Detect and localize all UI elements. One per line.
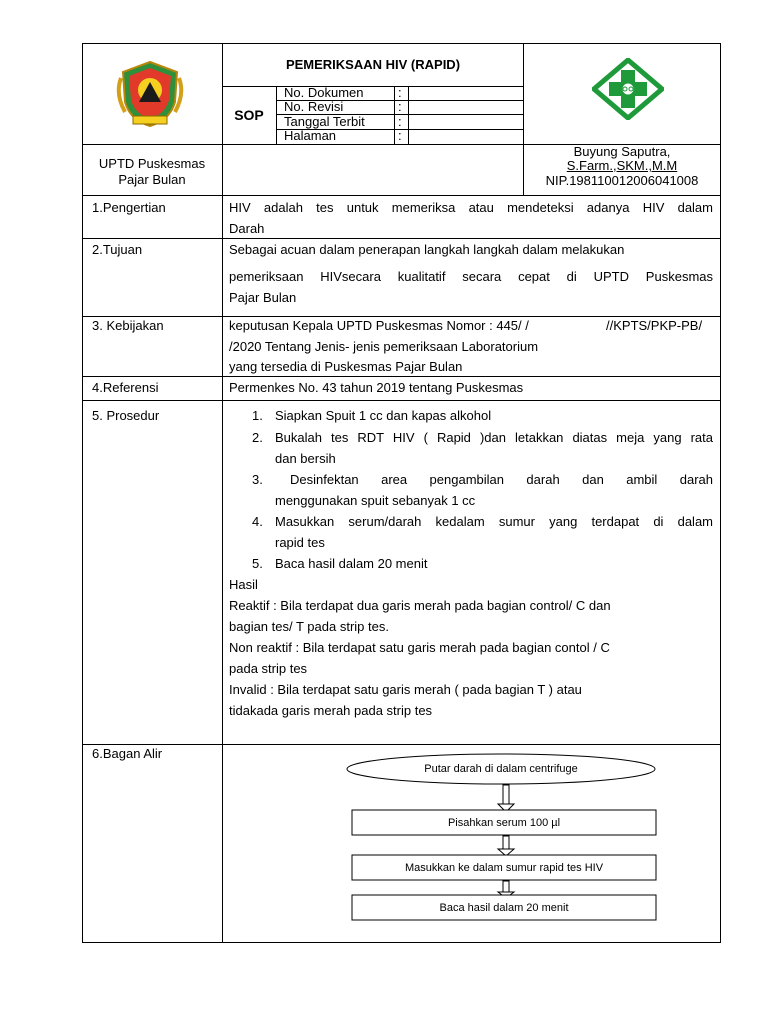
pengertian-text-line2: Darah [229,221,265,236]
pengertian-text-line1: HIV adalah tes untuk memeriksa atau mendeteksi adanya HIV dalam [229,200,713,215]
section-label-prosedur: 5. Prosedur [92,408,160,423]
meta-sep: : [398,85,402,100]
signer-nip: NIP.19811001200604​1008 [545,173,699,188]
regency-emblem-icon [115,58,185,130]
meta-colon-divider [394,86,395,144]
org-name-line2: Pajar Bulan [118,172,186,187]
meta-label-tanggal-terbit: Tanggal Terbit [284,114,365,129]
column-divider [222,43,223,943]
hasil-invalid-line2: tidakada garis merah pada strip tes [229,703,433,718]
hasil-reaktif-line2: bagian tes/ T pada strip tes. [229,619,389,634]
prosedur-step-number: 4. [252,514,263,529]
meta-value-divider [408,86,409,144]
prosedur-step-text-cont: rapid tes [275,535,325,550]
kebijakan-text-line3: yang tersedia di Puskesmas Pajar Bulan [229,359,463,374]
flow-step-3-label: Masukkan ke dalam sumur rapid tes HIV [404,862,604,874]
section-label-referensi: 4.Referensi [92,380,159,395]
puskesmas-logo-icon [592,58,664,120]
prosedur-step-text: Bukalah tes RDT HIV ( Rapid )dan letakkan diatas meja yang rata [275,430,713,445]
referensi-text: Permenkes No. 43 tahun 2019 tentang Puskesmas [229,380,524,395]
tujuan-text-line3: Pajar Bulan [229,290,297,305]
table-border-top [82,43,721,44]
sop-label: SOP [234,107,264,123]
signer-title: S.Farm.,SKM.,M.M [566,158,678,173]
section-label-pengertian: 1.Pengertian [92,200,166,215]
hasil-reaktif-line1: Reaktif : Bila terdapat dua garis merah pada bagian control/ C dan [229,598,611,613]
prosedur-step-text-cont: menggunakan spuit sebanyak 1 cc [275,493,476,508]
signer-name: Buyung Saputra, [573,144,671,159]
meta-sep: : [398,114,402,129]
prosedur-step-number: 5. [252,556,263,571]
row-line-prosedur-end [82,744,721,745]
meta-label-no-dokumen: No. Dokumen [284,85,364,100]
page-title: PEMERIKSAAN HIV (RAPID) [285,57,461,72]
org-name-line1: UPTD Puskesmas [98,156,206,171]
hasil-nonreaktif-line2: pada strip tes [229,661,308,676]
prosedur-step-text: Siapkan Spuit 1 cc dan kapas alkohol [275,408,492,423]
kebijakan-text-line1b: //KPTS/PKP-PB/ [606,318,703,333]
flow-step-2-label: Pisahkan serum 100 µl [447,817,561,829]
table-border-right [720,43,721,943]
kebijakan-text-line2: /2020 Tentang Jenis- jenis pemeriksaan Laboratorium [229,339,539,354]
hasil-label: Hasil [229,577,258,592]
flow-step-1-label: Putar darah di dalam centrifuge [424,763,578,775]
prosedur-step-text: Masukkan serum/darah kedalam sumur yang terdapat di dalam [275,514,713,529]
hasil-invalid-line1: Invalid : Bila terdapat satu garis merah ( pada bagian T ) atau [229,682,582,697]
kebijakan-text-line1a: keputusan Kepala UPTD Puskesmas Nomor : 445/ / [229,318,529,333]
flow-arrow-icon [498,836,514,856]
row-line-kebijakan-end [82,376,721,377]
row-line-referensi-end [82,400,721,401]
prosedur-step-number: 3. [252,472,263,487]
prosedur-step-text-cont: dan bersih [275,451,336,466]
meta-sep: : [398,99,402,114]
flow-arrow-icon [498,785,514,812]
row-line-pengertian-end [82,238,721,239]
prosedur-step-number: 1. [252,408,263,423]
row-line-tujuan-end [82,316,721,317]
prosedur-step-text: Baca hasil dalam 20 menit [275,556,428,571]
hasil-nonreaktif-line1: Non reaktif : Bila terdapat satu garis merah pada bagian contol / C [229,640,610,655]
tujuan-text-line1: Sebagai acuan dalam penerapan langkah langkah dalam melakukan [229,242,625,257]
section-label-tujuan: 2.Tujuan [92,242,143,257]
meta-label-halaman: Halaman [284,128,337,143]
tujuan-text-line2: pemeriksaan HIVsecara kualitatif secara cepat di UPTD Puskesmas [229,269,713,284]
sop-divider [276,86,277,144]
header-title-divider [222,86,524,87]
flow-step-4-label: Baca hasil dalam 20 menit [439,902,569,914]
prosedur-step-number: 2. [252,430,263,445]
table-border-bottom [82,942,721,943]
meta-label-no-revisi: No. Revisi [284,99,344,114]
section-label-bagan-alir: 6.Bagan Alir [92,746,163,761]
row-line-header-end [82,195,721,196]
meta-sep: : [398,128,402,143]
section-label-kebijakan: 3. Kebijakan [92,318,164,333]
prosedur-step-text: Desinfektan area pengambilan darah dan ambil darah [290,472,713,487]
